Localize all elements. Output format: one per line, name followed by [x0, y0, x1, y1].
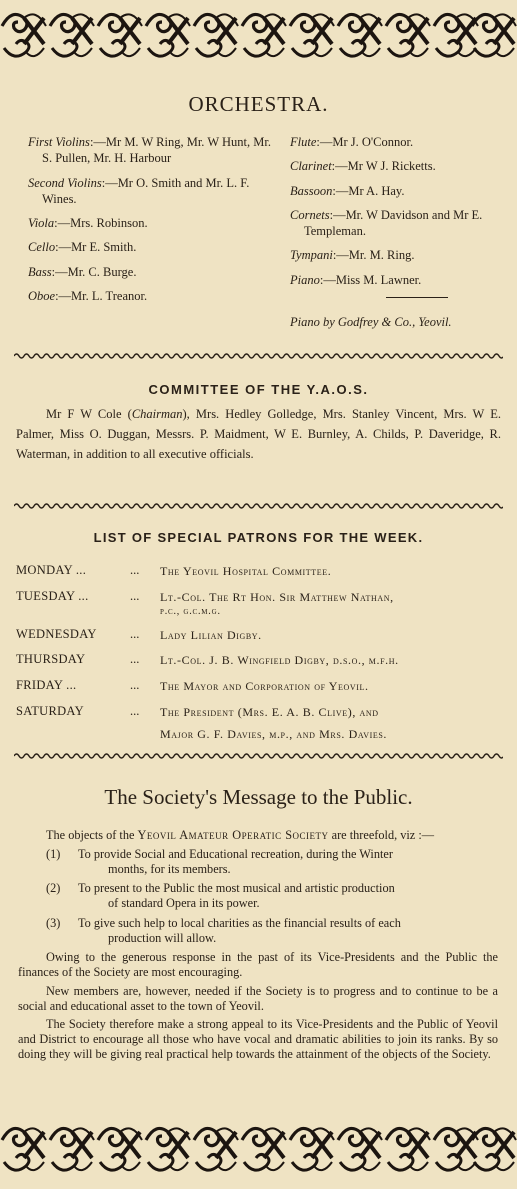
message-paragraph: The Society therefore make a strong appeal to its Vice-Presidents and the Public of Yeovil and District to encourage all those who have vocal and dramatic abilities to join its ranks. By so doing they will be giving real practical help towards the attainment of the objects of the Society.: [18, 1017, 498, 1061]
wave-divider: [14, 352, 503, 360]
orchestra-entry: Bassoon:—Mr A. Hay.: [290, 183, 405, 198]
committee-title: COMMITTEE OF THE Y.A.O.S.: [148, 382, 369, 397]
objects-list: [18, 847, 498, 946]
orchestra-entry: Clarinet:—Mr W J. Ricketts.: [290, 159, 436, 174]
bottom-ornament-band: [0, 1118, 517, 1178]
message-intro: The objects of the Yeovil Amateur Operatic Society are threefold, viz :—: [46, 828, 435, 842]
orchestra-title: ORCHESTRA.: [188, 92, 329, 116]
list-item: (3) To give such help to local charities as the financial results of each production will allow.: [46, 915, 401, 945]
orchestra-entry: First Violins:—Mr M. W Ring, Mr. W Hunt, Mr. S. Pullen, Mr. H. Harbour: [28, 135, 271, 166]
patrons-title: LIST OF SPECIAL PATRONS FOR THE WEEK.: [93, 530, 424, 545]
patron-name: Lady Lilian Digby.: [160, 628, 262, 642]
patron-day: WEDNESDAY: [16, 627, 97, 641]
patron-day: TUESDAY ...: [16, 589, 89, 603]
list-item: (1) To provide Social and Educational recreation, during the Winter months, for its members.: [46, 846, 393, 876]
wave-divider: [14, 752, 503, 760]
patron-name: Lt.-Col. The Rt Hon. Sir Matthew Nathan, p.c., g.c.m.g.: [160, 590, 394, 618]
orchestra-entry: Tympani:—Mr. M. Ring.: [290, 248, 415, 263]
orchestra-entry: Viola:—Mrs. Robinson.: [28, 216, 148, 230]
patron-name: The President (Mrs. E. A. B. Clive), and Major G. F. Davies, m.p., and Mrs. Davies.: [160, 705, 387, 742]
orchestra-entry: Piano:—Miss M. Lawner.: [290, 272, 422, 287]
ornament-pattern: [2, 1128, 516, 1170]
orchestra-entry: Flute:—Mr J. O'Connor.: [290, 135, 414, 149]
list-item: (2) To present to the Public the most musical and artistic production of standard Opera in its power.: [46, 881, 395, 910]
ornament-pattern: [2, 14, 516, 56]
orchestra-entry: Bass:—Mr. C. Burge.: [28, 264, 137, 279]
orchestra-entry: Cornets:—Mr. W Davidson and Mr E. Templeman.: [290, 207, 483, 238]
orchestra-entry: Second Violins:—Mr O. Smith and Mr. L. F. Wines.: [28, 175, 250, 206]
patron-name: The Mayor and Corporation of Yeovil.: [160, 679, 369, 693]
message-body: [18, 828, 498, 1066]
patron-day: SATURDAY: [16, 704, 84, 718]
separator-rule: [276, 290, 508, 306]
patron-day: THURSDAY: [16, 652, 86, 666]
orchestra-entry: Oboe:—Mr. L. Treanor.: [28, 288, 148, 303]
patron-name: The Yeovil Hospital Committee.: [160, 564, 332, 578]
message-title: The Society's Message to the Public.: [104, 785, 413, 809]
patron-day: MONDAY ...: [16, 563, 87, 577]
piano-credit: Piano by Godfrey & Co., Yeovil.: [290, 315, 452, 329]
patron-name: Lt.-Col. J. B. Wingfield Digby, d.s.o., m.f.h.: [160, 653, 399, 667]
patron-day: FRIDAY ...: [16, 678, 77, 692]
programme-page: ORCHESTRA. First Violins:—Mr M. W Ring, Mr. W Hunt, Mr. S. Pullen, Mr. H. Harbour Second Violins:—Mr O. Smith and Mr. L. F. Wines. Viola:—Mrs. Robinson. Cello:—Mr E. Smith. Bass:—Mr. C. Burge. Oboe:—Mr. L. Treanor. Flute:—Mr J. O'Connor. Clarinet:—Mr W J. Ricketts. Bassoon:—Mr A. Hay. Cornets:—Mr. W Davidson and Mr E. Templeman. Tympani:—Mr. M. Ring. Piano:—Miss M. Lawner. Piano by Godfrey & Co., Yeovil. COMMITTEE OF THE Y.A.O.S. Mr F W Cole (Chairman), Mrs. Hedley Golledge, Mrs. Stanley Vincent, Mrs. W E. Palmer, Miss O. Duggan, Messrs. P. Maidment, W E. Burnley, A. Childs, P. Daveridge, R. Waterman, in addition to all executive officials. LIST OF SPECIAL PATRONS FOR THE WEEK. MONDAY ... ... The Yeovil Hospital Committee. TUESDAY ... ... Lt.-Col. The Rt Hon. Sir Matthew Nathan, p.c., g.c.m.g. WEDNESDAY ... Lady Lilian Digby. THURSDAY ... Lt.-Col. J. B. Wingfield Digby, d.s.o., m.f.h. FRIDAY ... ... The Mayor and Corporation of Yeovil. SATURDAY ... The President (Mrs. E. A. B. Clive), and Major G. F. Davies, m.p., and Mrs. Davies. The Society's Message to the Public. The objects of the Yeovil Amateur Operatic Society are threefold, viz :— (1) To provide Social and Educational recreation, during the Winter months, for its members. (2) To present to the Public the most musical and artistic production of standard Opera in its power. (3) To give such help to local charities as the financial results of each production will allow. Owing to the generous response in the past of its Vice-Presidents and the Public the finances of the Society are most encouraging. New members are, however, needed if the Society is to progress and to continue to be a social and educational asset to the town of Yeovil. The Society therefore make a strong appeal to its Vice-Presidents and the Public of Yeovil and District to encourage all those who have vocal and dramatic abilities to join its ranks. By so doing they will be giving real practical help towards the attainment of the objects of the Society.: [0, 0, 517, 1189]
top-ornament-band: [0, 4, 517, 64]
orchestra-left-column: [14, 134, 276, 312]
orchestra-entry: Cello:—Mr E. Smith.: [28, 240, 137, 255]
committee-text: Mr F W Cole (Chairman), Mrs. Hedley Golledge, Mrs. Stanley Vincent, Mrs. W E. Palmer, Miss O. Duggan, Messrs. P. Maidment, W E. Burnley, A. Childs, P. Daveridge, R. Waterman, in addition to all executive officials.: [16, 407, 501, 461]
message-paragraph: New members are, however, needed if the Society is to progress and to continue to be a social and educational asset to the town of Yeovil.: [18, 983, 498, 1013]
wave-divider: [14, 502, 503, 510]
message-paragraph: Owing to the generous response in the past of its Vice-Presidents and the Public the finances of the Society are most encouraging.: [18, 950, 498, 979]
orchestra-right-column: [276, 134, 508, 338]
